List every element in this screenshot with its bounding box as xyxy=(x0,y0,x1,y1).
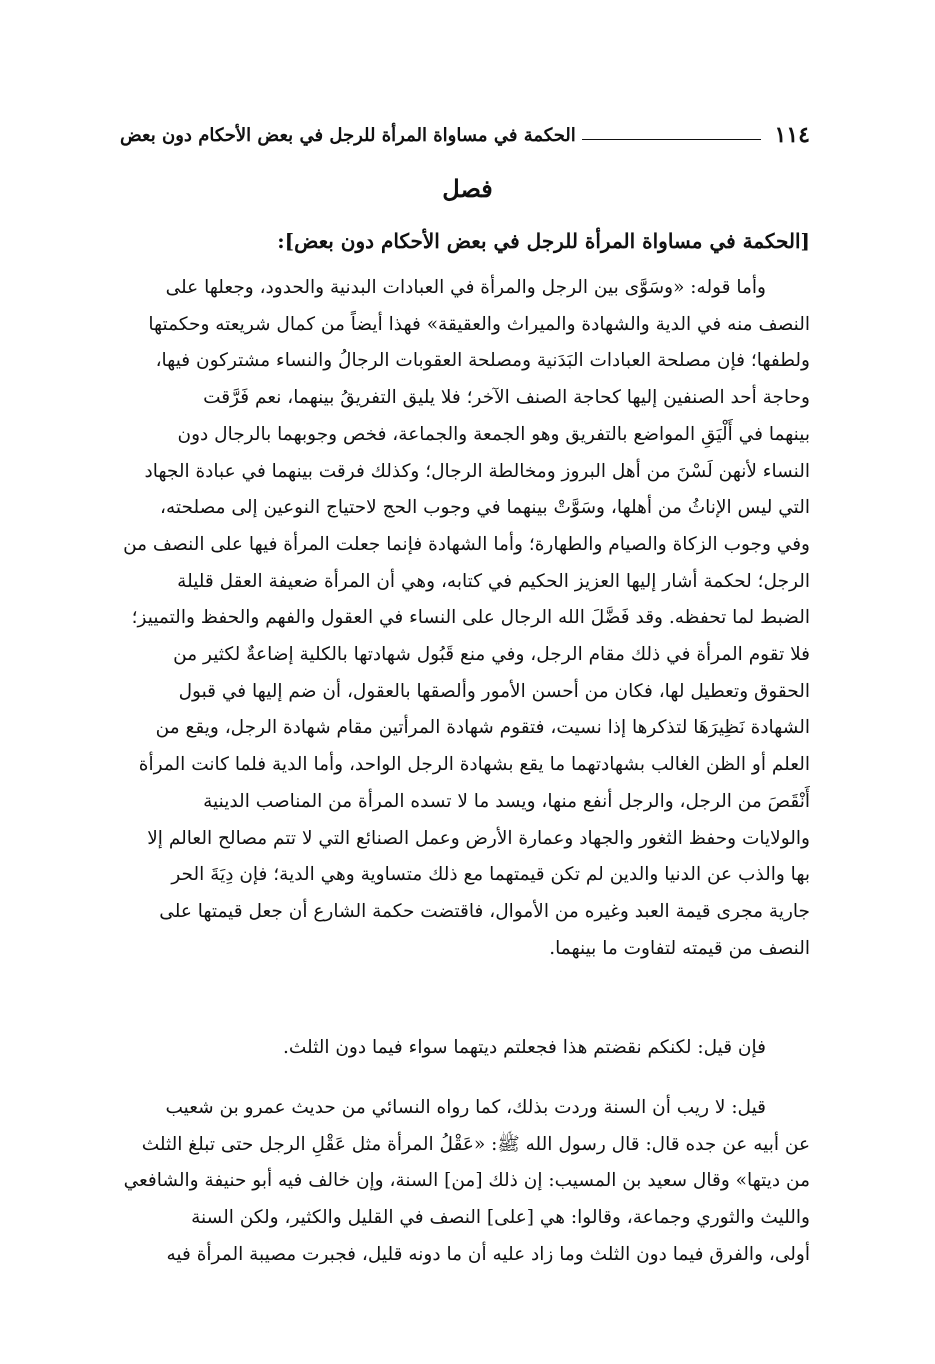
text-line: بينهما في أَلْيَقِ المواضع بالتفريق وهو الجمعة والجماعة، فخص وجوبهما بالرجال دون xyxy=(177,423,810,445)
text-line: النساء لأنهن لَسْنَ من أهل البروز ومخالطة الرجال؛ وكذلك فرقت بينهما في عبادة الجهاد xyxy=(144,460,810,482)
text-line: الحقوق وتعطيل لها، فكان من أحسن الأمور وألصقها بالعقول، أن ضم إليها في قبول xyxy=(178,680,810,702)
text-line: التي ليس الإناثُ من أهلها، وسَوَّتْ بينهما في وجوب الحج لاحتياج النوعين إلى مصلحته، xyxy=(160,497,810,519)
paragraph-main xyxy=(120,270,810,967)
section-heading: [الحكمة في مساواة المرأة للرجل في بعض الأحكام دون بعض]: xyxy=(277,229,810,253)
page-number: ١١٤ xyxy=(774,122,810,148)
text-line: النصف منه في الدية والشهادة والميراث والعقيقة» فهذا أيضاً من كمال شريعته وحكمتها xyxy=(148,313,810,335)
text-line: قيل: لا ريب أن السنة وردت بذلك، كما رواه النسائي من حديث عمرو بن شعيب xyxy=(165,1097,766,1118)
text-line: العلم أو الظن الغالب بشهادتهما ما يقع بشهادة الرجل الواحد، وأما الدية فلما كانت المرأة xyxy=(138,754,810,776)
paragraph-reply xyxy=(120,1090,810,1274)
page-header xyxy=(120,120,810,150)
text-line: عن أبيه عن جده قال: قال رسول الله ﷺ: «عَقْلُ المرأة مثل عَقْلِ الرجل حتى تبلغ الثلث xyxy=(141,1133,810,1155)
text-line: بها والذب عن الدنيا والدين لم تكن قيمتهما مع ذلك متساوية وهي الدية؛ فإن دِيَةَ الحر xyxy=(171,864,810,886)
running-title: الحكمة في مساواة المرأة للرجل في بعض الأحكام دون بعض xyxy=(120,124,576,146)
header-rule xyxy=(582,139,761,140)
text-line: من ديتها» وقال سعيد بن المسيب: إن ذلك [من] السنة، وإن خالف فيه أبو حنيفة والشافعي xyxy=(123,1170,810,1192)
text-line: الشهادة نَظِيرَهَا لتذكرها إذا نسيت، فتقوم شهادة المرأتين مقام شهادة الرجل، ويقع من xyxy=(155,717,810,739)
text-line: وفي وجوب الزكاة والصيام والطهارة؛ وأما الشهادة فإنما جعلت المرأة فيها على النصف من xyxy=(123,533,810,555)
text-line: والولايات وحفظ الثغور والجهاد وعمارة الأرض وعمل الصنائع التي لا تتم مصالح العالم إلا xyxy=(147,827,810,849)
text-line: فلا تقوم المرأة في ذلك مقام الرجل، وفي منع قَبُول شهادتها بالكلية إضاعةٌ لكثير من xyxy=(173,644,810,666)
text-line: أولى، والفرق فيما دون الثلث وما زاد عليه أن ما دونه قليل، فجبرت مصيبة المرأة فيه xyxy=(166,1243,810,1265)
section-title: فصل xyxy=(442,174,493,203)
text-line: والليث والثوري وجماعة، وقالوا: هي [على] النصف في القليل والكثير، ولكن السنة xyxy=(191,1207,810,1229)
text-line: جارية مجرى قيمة العبد وغيره من الأموال، فاقتضت حكمة الشارع أن جعل قيمتها على xyxy=(159,900,810,922)
text-line: الضبط لما تحفظه. وقد فَضَّلَ الله الرجال على النساء في العقول والفهم والحفظ والتمييز؛ xyxy=(131,607,810,629)
text-line: الرجل؛ لحكمة أشار إليها العزيز الحكيم في كتابه، وهي أن المرأة ضعيفة العقل قليلة xyxy=(177,570,810,592)
text-line: وأما قوله: «وسَوَّى بين الرجل والمرأة في العبادات البدنية والحدود، وجعلها على xyxy=(165,277,766,298)
text-line: ولطفها؛ فإن مصلحة العبادات البَدَنية ومصلحة العقوبات الرجالُ والنساء مشتركون فيها، xyxy=(155,350,810,372)
text-line: فإن قيل: لكنكم نقضتم هذا فجعلتم ديتهما سواء فيما دون الثلث. xyxy=(282,1037,766,1058)
paragraph-objection xyxy=(120,1030,810,1067)
text-line: أَنْقَصَ من الرجل، والرجل أنفع منها، ويسد ما لا تسده المرأة من المناصب الدينية xyxy=(203,790,810,812)
text-line: وحاجة أحد الصنفين إليها كحاجة الصنف الآخر؛ فلا يليق التفريقُ بينهما، نعم فَرَّقت xyxy=(203,387,810,409)
text-line: النصف من قيمته لتفاوت ما بينهما. xyxy=(549,937,810,959)
